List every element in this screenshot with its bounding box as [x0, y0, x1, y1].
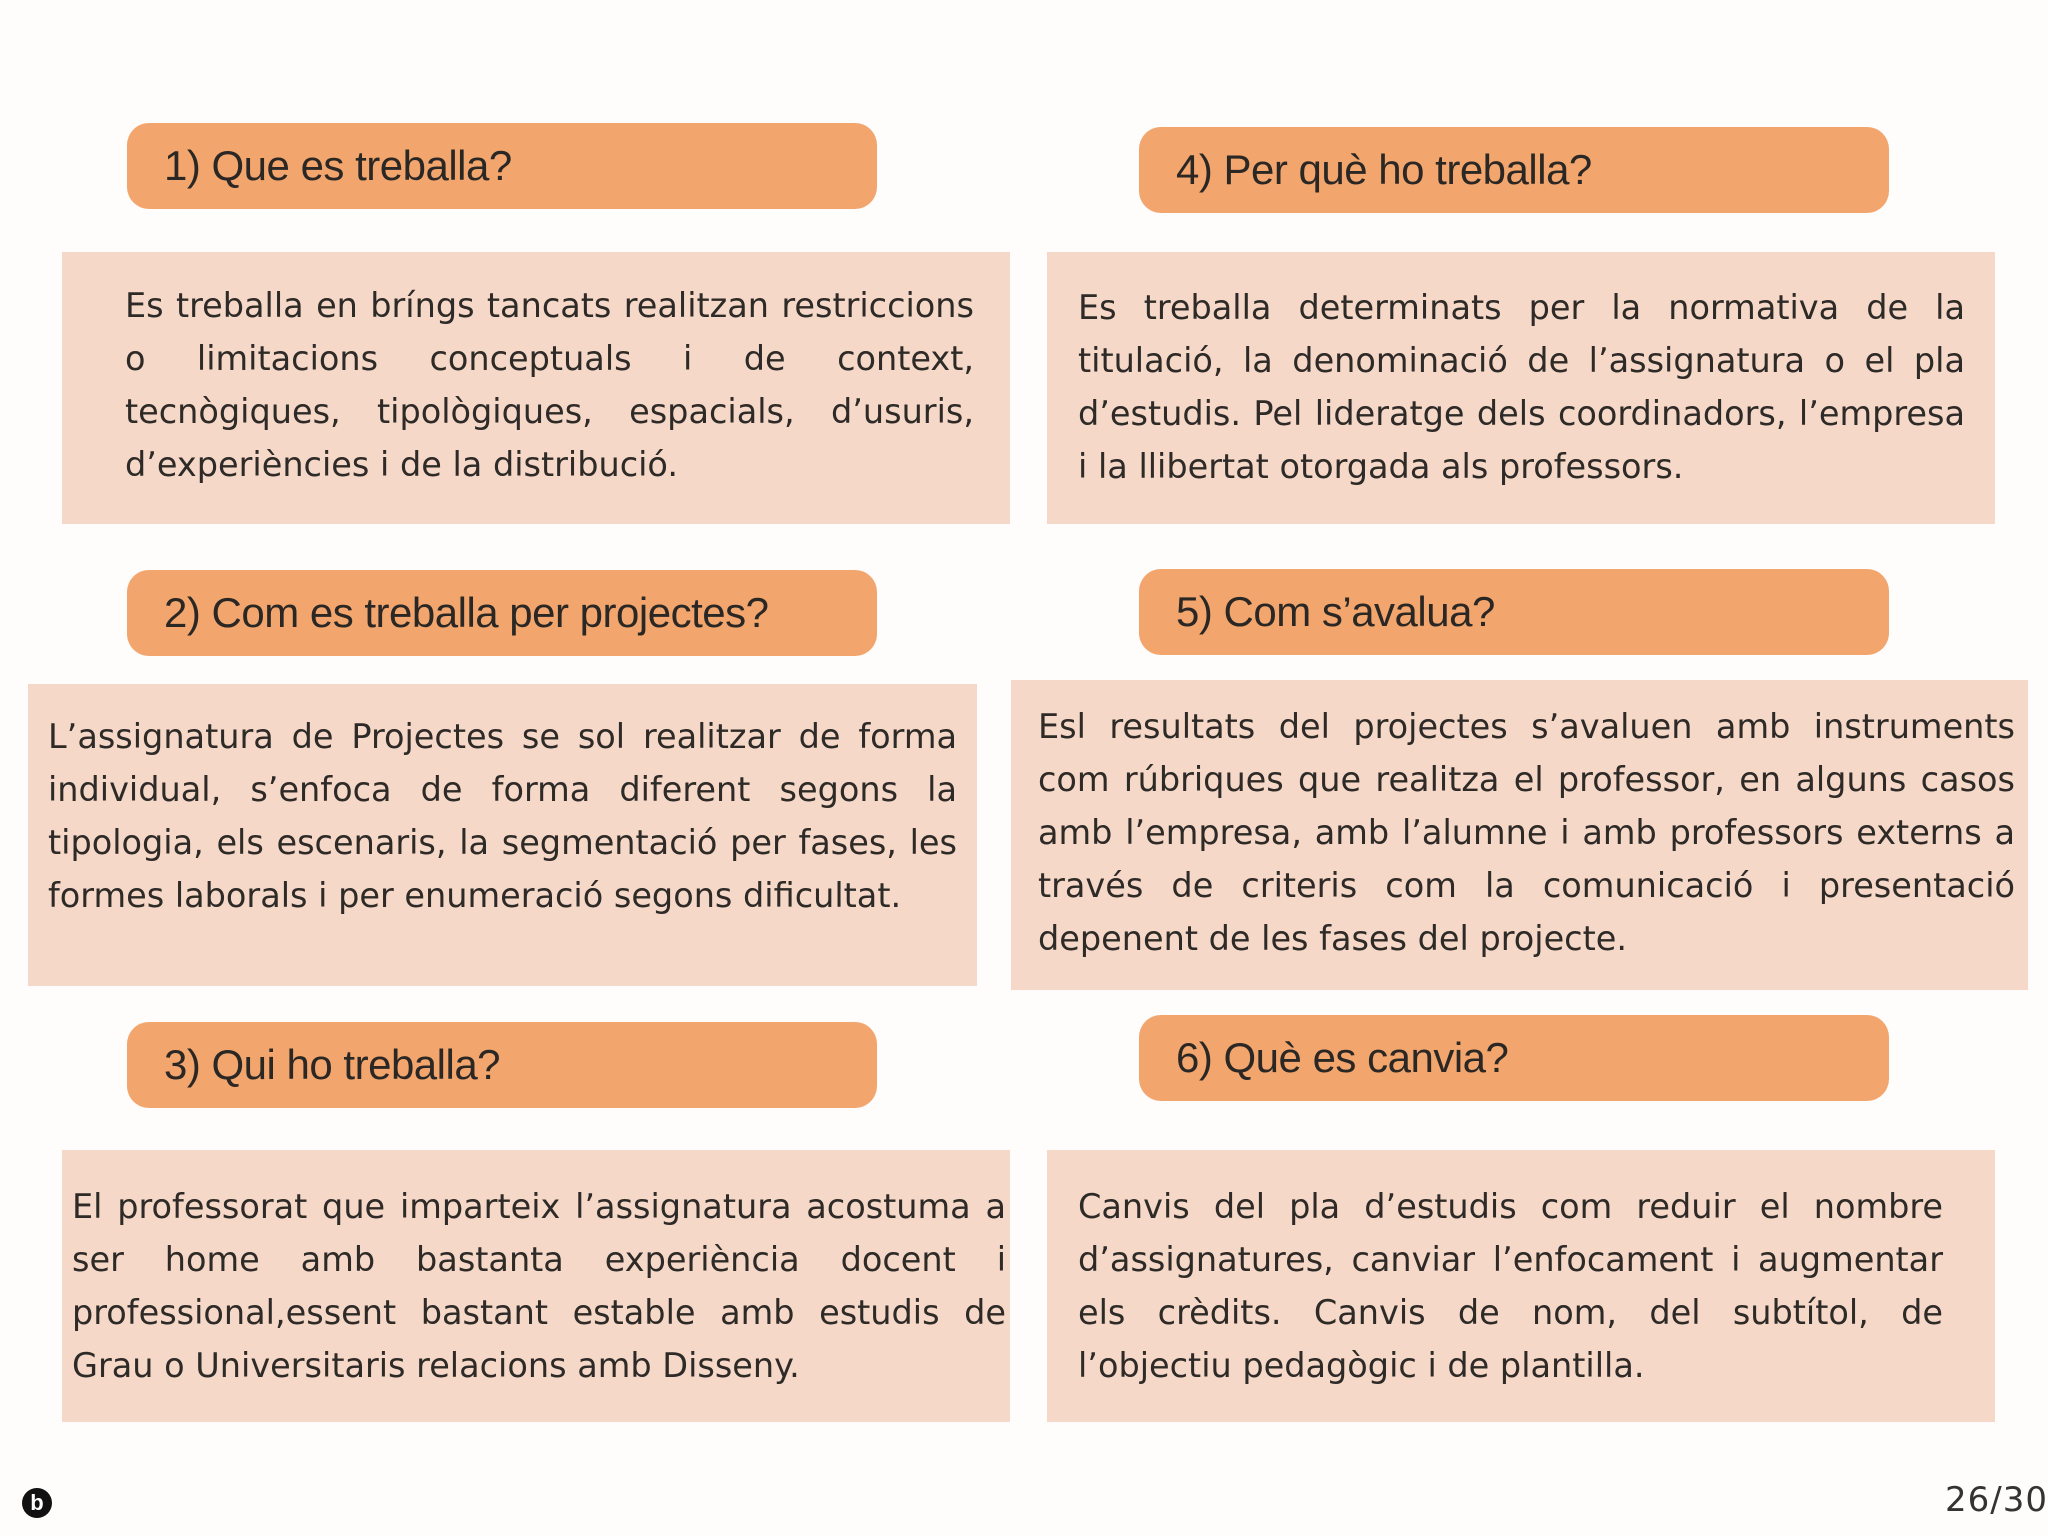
heading-text: 5) Com s’avalua?	[1176, 588, 1495, 635]
panel-qui-ho-treballa	[62, 1150, 1010, 1422]
panel-per-que-ho-treballa	[1047, 252, 1995, 524]
heading-text: 1) Que es treballa?	[164, 142, 512, 189]
heading-com-savalua	[1139, 569, 1889, 655]
heading-text: 4) Per què ho treballa?	[1176, 146, 1592, 193]
panel-text: Canvis del pla d’estudis com reduir el nombre d’assignatures, canviar l’enfocament i augmentar els crèdits. Canvis de nom, del subtítol, de l’objectiu pedagògic i de plantilla.	[1078, 1187, 1943, 1385]
brand-logo: b	[22, 1488, 52, 1518]
panel-com-es-treballa	[28, 684, 977, 986]
heading-text: 6) Què es canvia?	[1176, 1034, 1509, 1081]
heading-com-es-treballa	[127, 570, 877, 656]
panel-com-savalua	[1011, 680, 2028, 990]
heading-text: 2) Com es treballa per projectes?	[164, 589, 769, 636]
heading-per-que-ho-treballa	[1139, 127, 1889, 213]
panel-que-es-treballa	[62, 252, 1010, 524]
heading-qui-ho-treballa	[127, 1022, 877, 1108]
heading-que-es-canvia	[1139, 1015, 1889, 1101]
panel-text: Esl resultats del projectes s’avaluen amb instruments com rúbriques que realitza el professor, en alguns casos amb l’empresa, amb l’alumne i amb professors externs a través de criteris com la comunicació i presentació depenent de les fases del projecte.	[1038, 707, 2015, 958]
page-number: 26/30	[1945, 1480, 2048, 1520]
panel-text: L’assignatura de Projectes se sol realitzar de forma individual, s’enfoca de forma diferent segons la tipologia, els escenaris, la segmentació per fases, les formes laborals i per enumeració segons dificultat.	[48, 717, 957, 915]
panel-que-es-canvia	[1047, 1150, 1995, 1422]
panel-text: Es treballa en bríngs tancats realitzan restriccions o limitacions conceptuals i de context, tecnògiques, tipològiques, espacials, d’usuris, d’experiències i de la distribució.	[125, 286, 974, 484]
heading-que-es-treballa	[127, 123, 877, 209]
panel-text: El professorat que imparteix l’assignatura acostuma a ser home amb bastanta experiència docent i professional,essent bastant estable amb estudis de Grau o Universitaris relacions amb Disseny.	[72, 1187, 1006, 1385]
heading-text: 3) Qui ho treballa?	[164, 1041, 501, 1088]
panel-text: Es treballa determinats per la normativa de la titulació, la denominació de l’assignatura o el pla d’estudis. Pel lideratge dels coordinadors, l’empresa i la llibertat otorgada als professors.	[1078, 288, 1965, 486]
